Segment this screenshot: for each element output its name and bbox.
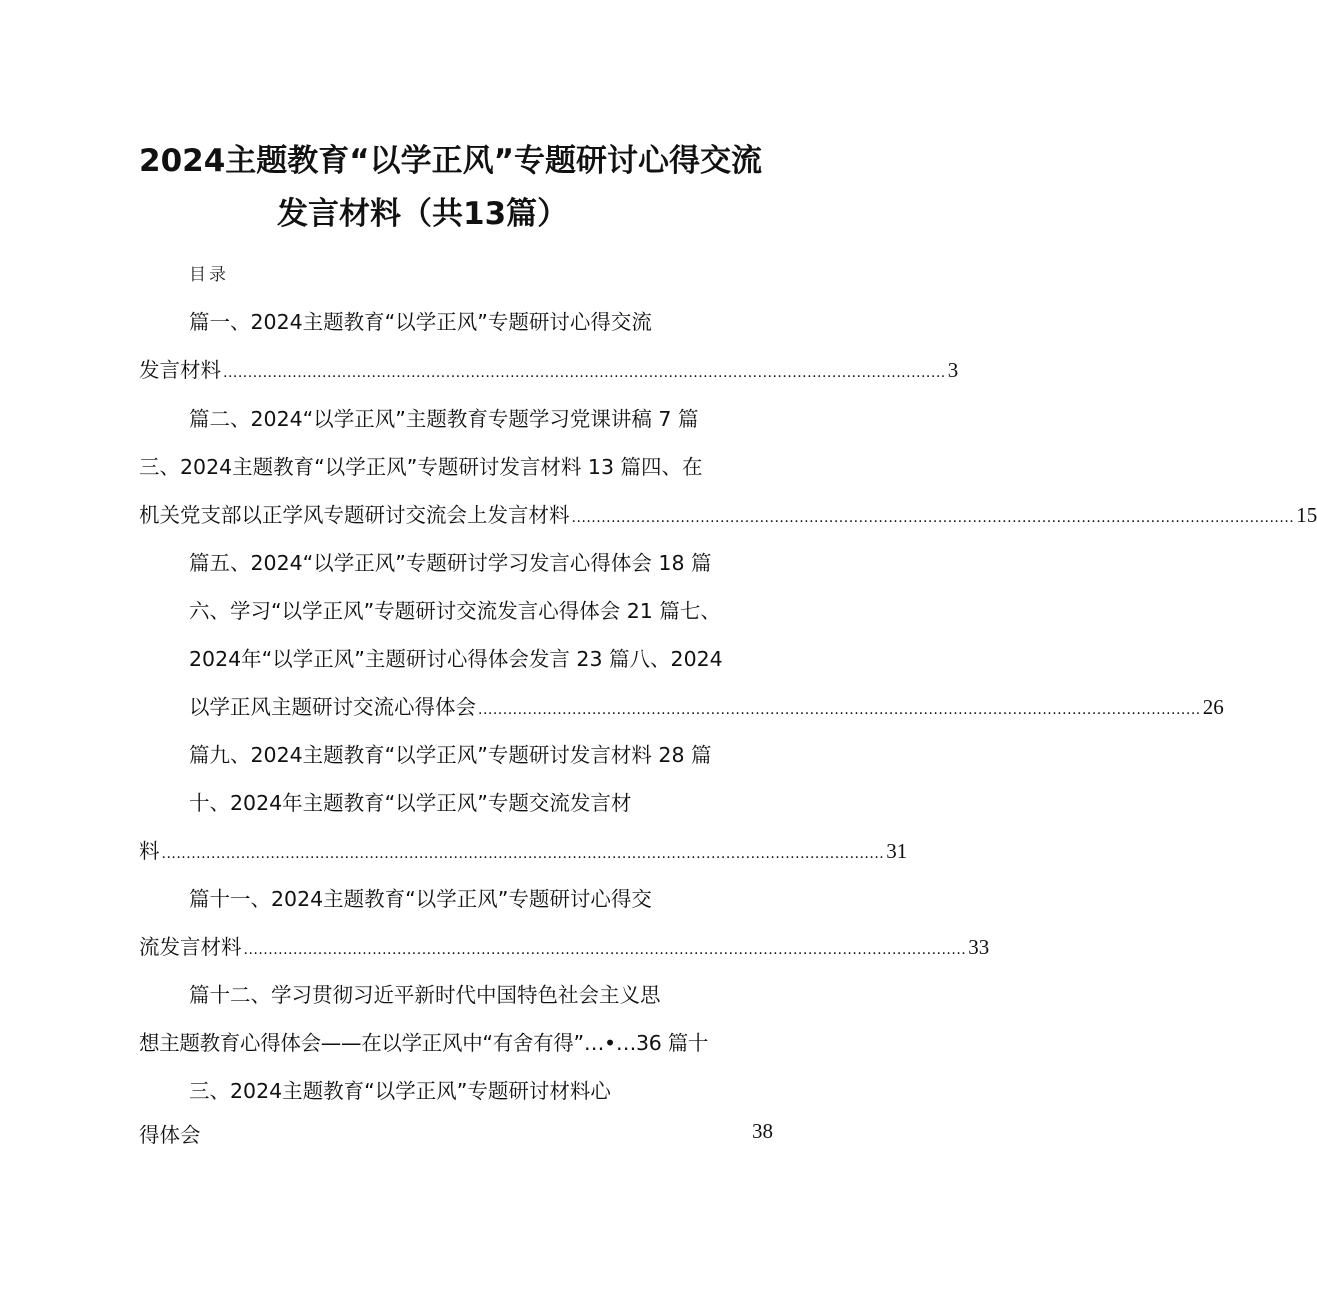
- toc-entry-text: 流发言材料: [139, 935, 242, 959]
- toc-entry-row: [139, 356, 959, 387]
- toc-line: 篇一、2024主题教育“以学正风”专题研讨心得交流: [189, 310, 652, 334]
- leader-dots: ..................................................................................................................................................: [571, 510, 1295, 526]
- toc-line: 三、2024主题教育“以学正风”专题研讨发言材料 13 篇四、在: [139, 455, 703, 479]
- toc-line: 2024年“以学正风”主题研讨心得体会发言 23 篇八、2024: [189, 647, 723, 671]
- page-number: 38: [752, 1119, 773, 1143]
- toc-entry-row: [139, 933, 990, 964]
- toc-line: 三、2024主题教育“以学正风”专题研讨材料心: [189, 1079, 611, 1103]
- document-title-line-2: 发言材料（共13篇）: [277, 196, 569, 232]
- toc-entry-row: [139, 501, 1317, 532]
- toc-entry-text: 发言材料: [139, 358, 221, 382]
- page-number: 15: [1296, 503, 1317, 527]
- toc-line: 篇十二、学习贯彻习近平新时代中国特色社会主义思: [189, 983, 661, 1007]
- toc-entry-text: 以学正风主题研讨交流心得体会: [189, 695, 476, 719]
- toc-line: 想主题教育心得体会——在以学正风中“有舍有得”…•…36 篇十: [139, 1031, 709, 1055]
- page-number: 3: [947, 358, 959, 382]
- page-number: 31: [886, 839, 908, 863]
- toc-line: 六、学习“以学正风”专题研讨交流发言心得体会 21 篇七、: [189, 599, 721, 623]
- page-number: 33: [968, 935, 990, 959]
- toc-entry-text: 料: [139, 839, 160, 863]
- toc-entry-text: 得体会: [139, 1123, 201, 1147]
- toc-line: 篇五、2024“以学正风”专题研讨学习发言心得体会 18 篇: [189, 551, 712, 575]
- leader-dots: ..................................................................................................................................................: [223, 365, 946, 381]
- document-title-line-1: 2024主题教育“以学正风”专题研讨心得交流: [139, 143, 763, 179]
- toc-heading: 目录: [189, 265, 229, 285]
- toc-line: 篇十一、2024主题教育“以学正风”专题研讨心得交: [189, 887, 652, 911]
- toc-line: 篇九、2024主题教育“以学正风”专题研讨发言材料 28 篇: [189, 743, 712, 767]
- toc-entry-row: [139, 837, 908, 868]
- toc-line: 篇二、2024“以学正风”主题教育专题学习党课讲稿 7 篇: [189, 407, 699, 431]
- toc-line: 十、2024年主题教育“以学正风”专题交流发言材: [189, 791, 632, 815]
- leader-dots: ..................................................................................................................................................: [478, 702, 1201, 718]
- leader-dots: ..................................................................................................................................................: [243, 942, 967, 958]
- leader-dots: ..................................................................................................................................................: [161, 846, 885, 862]
- toc-entry-row: [189, 693, 1224, 724]
- page-number: 26: [1202, 695, 1224, 719]
- toc-entry-text: 机关党支部以正学风专题研讨交流会上发言材料: [139, 503, 570, 527]
